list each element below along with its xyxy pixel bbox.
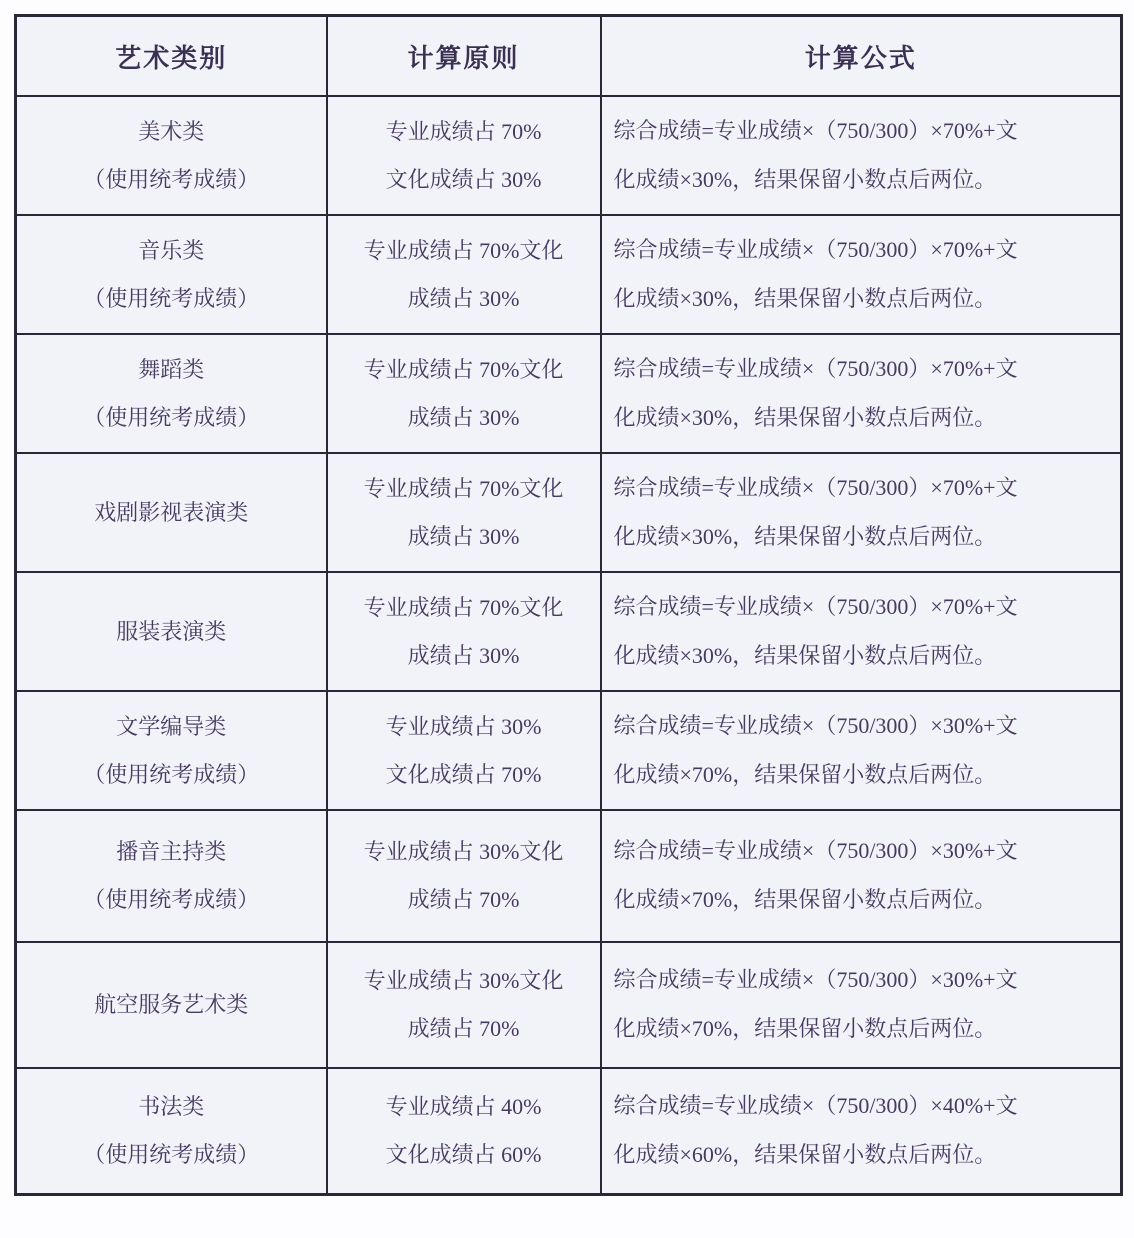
category-name: 航空服务艺术类 — [94, 992, 249, 1018]
table-row — [16, 1068, 1122, 1194]
table-row — [16, 942, 1122, 1068]
table-row — [16, 810, 1122, 942]
formula-cell — [601, 810, 1122, 942]
principle-line: 成绩占 30% — [407, 642, 520, 668]
principle-line: 文化成绩占 30% — [385, 166, 542, 192]
principle-line: 专业成绩占 70% — [385, 118, 542, 144]
formula-line: 综合成绩=专业成绩×（750/300）×30%+文 — [613, 838, 1018, 864]
category-name: 舞蹈类 — [138, 356, 205, 382]
principle-line: 成绩占 30% — [407, 285, 520, 311]
header-cell-principle: 计算原则 — [327, 16, 601, 97]
formula-line: 化成绩×30%，结果保留小数点后两位。 — [613, 523, 997, 549]
table-row — [16, 453, 1122, 572]
category-cell — [16, 691, 327, 810]
category-name: 服装表演类 — [116, 618, 227, 644]
formula-line: 化成绩×30%，结果保留小数点后两位。 — [613, 642, 997, 668]
formula-line: 化成绩×30%，结果保留小数点后两位。 — [613, 404, 997, 430]
category-note: （使用统考成绩） — [83, 404, 260, 430]
header-cell-category: 艺术类别 — [16, 16, 327, 97]
score-calculation-table — [14, 14, 1123, 1196]
principle-cell — [327, 942, 601, 1068]
formula-cell — [601, 942, 1122, 1068]
table-body — [16, 96, 1122, 1194]
category-note: （使用统考成绩） — [83, 285, 260, 311]
formula-line: 综合成绩=专业成绩×（750/300）×40%+文 — [613, 1092, 1018, 1118]
formula-line: 化成绩×70%，结果保留小数点后两位。 — [613, 1016, 997, 1041]
category-note: （使用统考成绩） — [83, 761, 260, 787]
principle-cell — [327, 215, 601, 334]
principle-line: 专业成绩占 70%文化 — [363, 475, 564, 501]
principle-line: 专业成绩占 70%文化 — [363, 356, 564, 382]
category-note: （使用统考成绩） — [83, 166, 260, 192]
category-note: （使用统考成绩） — [83, 1141, 260, 1167]
category-cell — [16, 942, 327, 1068]
principle-cell — [327, 572, 601, 691]
table-row — [16, 334, 1122, 453]
formula-line: 综合成绩=专业成绩×（750/300）×30%+文 — [613, 712, 1018, 738]
formula-cell — [601, 1068, 1122, 1194]
principle-line: 文化成绩占 60% — [385, 1141, 542, 1167]
principle-cell — [327, 691, 601, 810]
formula-cell — [601, 572, 1122, 691]
category-note: （使用统考成绩） — [83, 887, 260, 912]
principle-line: 专业成绩占 30% — [385, 713, 542, 739]
principle-line: 专业成绩占 30%文化 — [363, 839, 564, 865]
principle-line: 成绩占 70% — [407, 887, 520, 912]
category-name: 戏剧影视表演类 — [94, 499, 249, 525]
principle-cell — [327, 453, 601, 572]
formula-line: 综合成绩=专业成绩×（750/300）×70%+文 — [613, 117, 1018, 143]
table-row — [16, 96, 1122, 215]
header-row — [16, 16, 1122, 97]
formula-line: 综合成绩=专业成绩×（750/300）×30%+文 — [613, 967, 1018, 993]
formula-line: 化成绩×70%，结果保留小数点后两位。 — [613, 887, 997, 912]
formula-cell — [601, 691, 1122, 810]
formula-line: 综合成绩=专业成绩×（750/300）×70%+文 — [613, 236, 1018, 262]
header-cell-formula: 计算公式 — [601, 16, 1122, 97]
category-cell — [16, 215, 327, 334]
table-row — [16, 215, 1122, 334]
principle-line: 专业成绩占 70%文化 — [363, 594, 564, 620]
category-name: 美术类 — [138, 118, 205, 144]
principle-cell — [327, 334, 601, 453]
formula-line: 综合成绩=专业成绩×（750/300）×70%+文 — [613, 355, 1018, 381]
category-cell — [16, 96, 327, 215]
table-row — [16, 572, 1122, 691]
category-cell — [16, 334, 327, 453]
category-cell — [16, 1068, 327, 1194]
principle-line: 专业成绩占 40% — [385, 1093, 542, 1119]
principle-line: 成绩占 30% — [407, 523, 520, 549]
category-name: 文学编导类 — [116, 713, 227, 739]
formula-cell — [601, 334, 1122, 453]
table-row — [16, 691, 1122, 810]
formula-line: 化成绩×30%，结果保留小数点后两位。 — [613, 166, 997, 192]
category-cell — [16, 810, 327, 942]
formula-cell — [601, 215, 1122, 334]
category-name: 播音主持类 — [116, 839, 227, 865]
principle-line: 文化成绩占 70% — [385, 761, 542, 787]
formula-line: 化成绩×30%，结果保留小数点后两位。 — [613, 285, 997, 311]
table-header — [16, 16, 1122, 97]
category-cell — [16, 453, 327, 572]
formula-line: 化成绩×70%，结果保留小数点后两位。 — [613, 761, 997, 787]
category-cell — [16, 572, 327, 691]
category-name: 书法类 — [138, 1093, 205, 1119]
formula-line: 综合成绩=专业成绩×（750/300）×70%+文 — [613, 593, 1018, 619]
category-name: 音乐类 — [138, 237, 205, 263]
principle-cell — [327, 96, 601, 215]
formula-cell — [601, 453, 1122, 572]
principle-line: 专业成绩占 70%文化 — [363, 237, 564, 263]
formula-line: 化成绩×60%，结果保留小数点后两位。 — [613, 1141, 997, 1167]
principle-cell — [327, 1068, 601, 1194]
formula-line: 综合成绩=专业成绩×（750/300）×70%+文 — [613, 474, 1018, 500]
principle-line: 专业成绩占 30%文化 — [363, 968, 564, 994]
principle-cell — [327, 810, 601, 942]
formula-cell — [601, 96, 1122, 215]
principle-line: 成绩占 30% — [407, 404, 520, 430]
principle-line: 成绩占 70% — [407, 1016, 520, 1041]
